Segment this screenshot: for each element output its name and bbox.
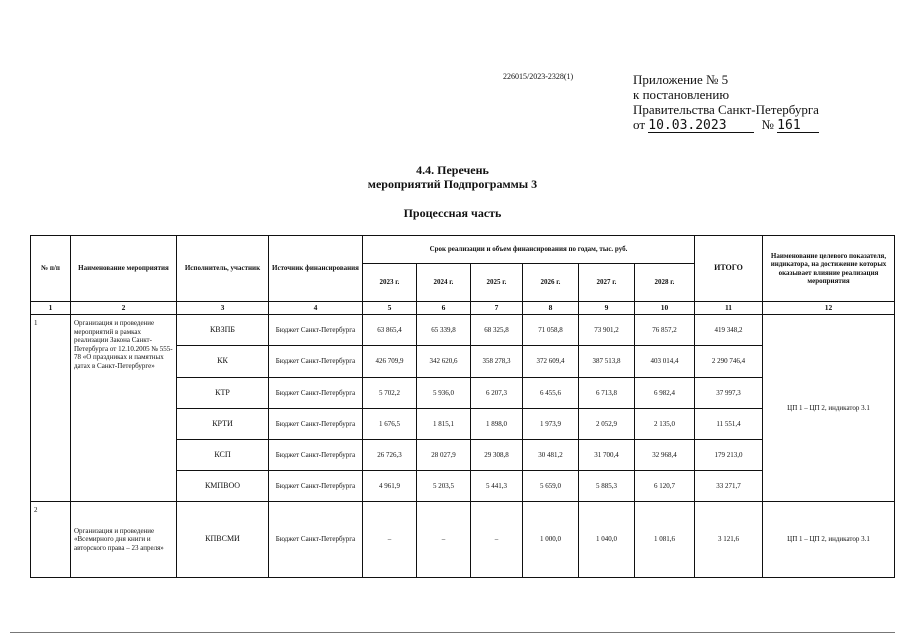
- value-cell: 65 339,8: [417, 315, 471, 346]
- value-cell: 71 058,8: [523, 315, 579, 346]
- value-cell: 5 885,3: [579, 471, 635, 502]
- value-cell: 1 815,1: [417, 409, 471, 440]
- value-cell: 2 052,9: [579, 409, 635, 440]
- executor: КК: [177, 346, 269, 378]
- total-cell: 179 213,0: [695, 440, 763, 471]
- table-row: [31, 502, 895, 578]
- value-cell: 6 120,7: [635, 471, 695, 502]
- value-cell: 76 857,2: [635, 315, 695, 346]
- executor: КВЗПБ: [177, 315, 269, 346]
- document-number: 226015/2023-2328(1): [503, 72, 574, 81]
- total-cell: 2 290 746,4: [695, 346, 763, 378]
- header-num: № п/п: [31, 236, 71, 302]
- value-cell: 6 455,6: [523, 378, 579, 409]
- page-edge-line: [10, 632, 895, 633]
- appendix-line-3: Правительства Санкт-Петербурга: [633, 102, 819, 117]
- header-year: 2028 г.: [635, 264, 695, 302]
- value-cell: 387 513,8: [579, 346, 635, 378]
- header-year: 2025 г.: [471, 264, 523, 302]
- column-number: 6: [417, 302, 471, 315]
- value-cell: 342 620,6: [417, 346, 471, 378]
- appendix-line-2: к постановлению: [633, 87, 730, 102]
- value-cell: 426 709,9: [363, 346, 417, 378]
- header-executor: Исполнитель, участник: [177, 236, 269, 302]
- section-subtitle: Процессная часть: [403, 206, 502, 220]
- section-title-line2: мероприятий Подпрограммы 3: [367, 177, 538, 191]
- indicator-cell: ЦП 1 – ЦП 2, индикатор 3.1: [763, 315, 895, 502]
- column-number: 7: [471, 302, 523, 315]
- column-number: 12: [763, 302, 895, 315]
- appendix-line-1: Приложение № 5: [633, 72, 729, 87]
- decree-date: 10.03.2023: [648, 119, 754, 133]
- value-cell: 63 865,4: [363, 315, 417, 346]
- executor: КПВСМИ: [177, 502, 269, 578]
- value-cell: 403 014,4: [635, 346, 695, 378]
- total-cell: 3 121,6: [695, 502, 763, 578]
- value-cell: 29 308,8: [471, 440, 523, 471]
- value-cell: 1 040,0: [579, 502, 635, 578]
- column-number: 8: [523, 302, 579, 315]
- appendix-block: [633, 72, 819, 133]
- executor: КМПВОО: [177, 471, 269, 502]
- header-source: Источник финансирования: [269, 236, 363, 302]
- value-cell: 32 968,4: [635, 440, 695, 471]
- value-cell: 5 702,2: [363, 378, 417, 409]
- total-cell: 419 348,2: [695, 315, 763, 346]
- total-cell: 33 271,7: [695, 471, 763, 502]
- value-cell: 2 135,0: [635, 409, 695, 440]
- item-name: Организация и проведение мероприятий в рамках реализации Закона Санкт-Петербурга от 12.10.2005 № 555-78 «О праздниках и памятных датах в Санкт-Петербурге»: [71, 315, 177, 502]
- value-cell: 1 898,0: [471, 409, 523, 440]
- header-year: 2023 г.: [363, 264, 417, 302]
- value-cell: 5 203,5: [417, 471, 471, 502]
- column-number: 5: [363, 302, 417, 315]
- column-numbers-row: [31, 302, 895, 315]
- item-number: 1: [31, 315, 71, 502]
- total-cell: 37 997,3: [695, 378, 763, 409]
- appendix-date-row: [633, 117, 819, 133]
- value-cell: 5 441,3: [471, 471, 523, 502]
- value-cell: 73 901,2: [579, 315, 635, 346]
- value-cell: 1 676,5: [363, 409, 417, 440]
- date-prefix: от: [633, 117, 646, 132]
- column-number: 9: [579, 302, 635, 315]
- value-cell: 1 081,6: [635, 502, 695, 578]
- header-indicator: Наименование целевого показателя, индикатора, на достижение которых оказывает влияние реализация мероприятия: [763, 236, 895, 302]
- value-cell: 68 325,8: [471, 315, 523, 346]
- value-cell: 5 659,0: [523, 471, 579, 502]
- header-total: ИТОГО: [695, 236, 763, 302]
- item-name: Организация и проведение «Всемирного дня книги и авторского права – 23 апреля»: [71, 502, 177, 578]
- value-cell: 28 027,9: [417, 440, 471, 471]
- column-number: 4: [269, 302, 363, 315]
- item-number: 2: [31, 502, 71, 578]
- header-year: 2026 г.: [523, 264, 579, 302]
- executor: КРТИ: [177, 409, 269, 440]
- decree-number: 161: [777, 119, 819, 133]
- value-cell: –: [471, 502, 523, 578]
- funding-source: Бюджет Санкт-Петербурга: [269, 315, 363, 346]
- value-cell: 6 982,4: [635, 378, 695, 409]
- value-cell: 6 713,8: [579, 378, 635, 409]
- funding-source: Бюджет Санкт-Петербурга: [269, 346, 363, 378]
- funding-source: Бюджет Санкт-Петербурга: [269, 378, 363, 409]
- table-row: [31, 315, 895, 346]
- executor: КТР: [177, 378, 269, 409]
- value-cell: 1 973,9: [523, 409, 579, 440]
- funding-source: Бюджет Санкт-Петербурга: [269, 409, 363, 440]
- funding-source: Бюджет Санкт-Петербурга: [269, 440, 363, 471]
- value-cell: 6 207,3: [471, 378, 523, 409]
- value-cell: 358 278,3: [471, 346, 523, 378]
- header-name: Наименование мероприятия: [71, 236, 177, 302]
- column-number: 1: [31, 302, 71, 315]
- header-period: Срок реализации и объем финансирования по годам, тыс. руб.: [363, 236, 695, 264]
- column-number: 2: [71, 302, 177, 315]
- value-cell: 30 481,2: [523, 440, 579, 471]
- value-cell: 26 726,3: [363, 440, 417, 471]
- total-cell: 11 551,4: [695, 409, 763, 440]
- header-year: 2027 г.: [579, 264, 635, 302]
- funding-source: Бюджет Санкт-Петербурга: [269, 502, 363, 578]
- value-cell: 372 609,4: [523, 346, 579, 378]
- funding-source: Бюджет Санкт-Петербурга: [269, 471, 363, 502]
- header-year: 2024 г.: [417, 264, 471, 302]
- value-cell: 5 936,0: [417, 378, 471, 409]
- value-cell: 4 961,9: [363, 471, 417, 502]
- column-number: 11: [695, 302, 763, 315]
- section-title: 4.4. Перечень: [416, 163, 489, 177]
- column-number: 10: [635, 302, 695, 315]
- measures-table: [30, 235, 895, 578]
- number-prefix: №: [761, 117, 774, 132]
- executor: КСП: [177, 440, 269, 471]
- column-number: 3: [177, 302, 269, 315]
- value-cell: –: [363, 502, 417, 578]
- value-cell: 31 700,4: [579, 440, 635, 471]
- value-cell: –: [417, 502, 471, 578]
- value-cell: 1 000,0: [523, 502, 579, 578]
- indicator-cell: ЦП 1 – ЦП 2, индикатор 3.1: [763, 502, 895, 578]
